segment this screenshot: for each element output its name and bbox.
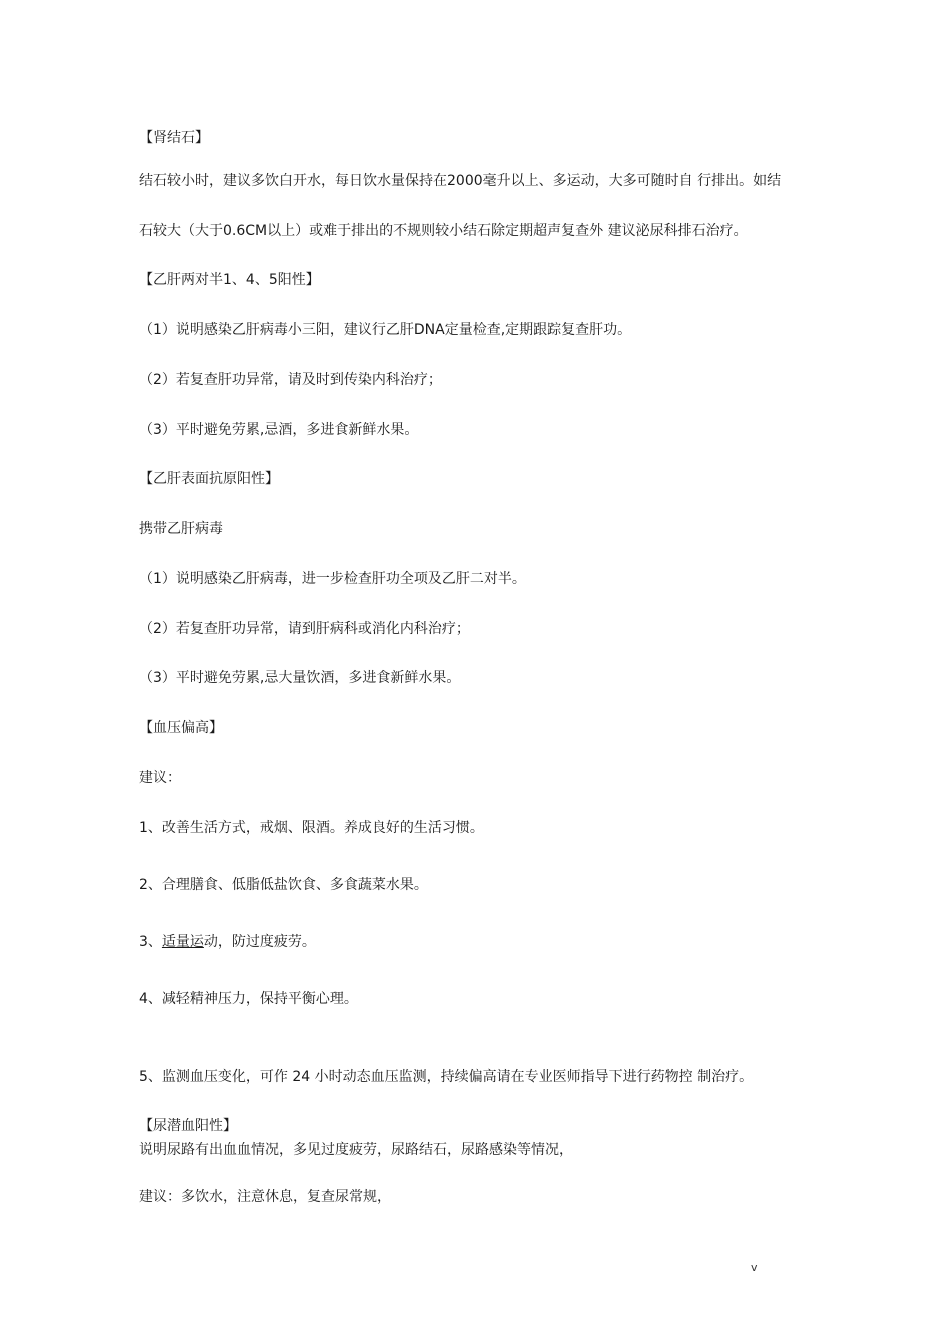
hbv-small-three-item1: （1）说明感染乙肝病毒小三阳，建议行乙肝DNA定量检查,定期跟踪复查肝功。 xyxy=(139,322,632,338)
hbsag-heading: 【乙肝表面抗原阳性】 xyxy=(139,471,279,487)
high-bp-intro: 建议： xyxy=(139,770,181,786)
high-bp-item3-underlined: 适量运 xyxy=(161,934,204,950)
hbsag-intro: 携带乙肝病毒 xyxy=(139,521,223,537)
occult-blood-heading: 【尿潜血阳性】 xyxy=(139,1118,237,1134)
high-bp-item4: 4、减轻精神压力，保持平衡心理。 xyxy=(139,991,358,1007)
page-mark: v xyxy=(751,1261,758,1274)
kidney-stone-text-line2: 石较大（大于0.6CM以上）或难于排出的不规则较小结石除定期超声复查外 建议泌尿科排石治疗。 xyxy=(139,223,748,239)
occult-blood-advice: 建议：多饮水，注意休息，复查尿常规， xyxy=(139,1189,391,1205)
hbv-small-three-item2: （2）若复查肝功异常，请及时到传染内科治疗； xyxy=(139,372,442,388)
high-bp-item2: 2、合理膳食、低脂低盐饮食、多食蔬菜水果。 xyxy=(139,877,428,893)
high-bp-item3 xyxy=(139,932,316,952)
high-bp-item3-suffix: 动，防过度疲劳。 xyxy=(203,934,316,950)
hbv-small-three-heading: 【乙肝两对半1、4、5阳性】 xyxy=(139,272,320,288)
hbv-small-three-item3: （3）平时避免劳累,忌酒，多进食新鲜水果。 xyxy=(139,422,419,438)
high-bp-heading: 【血压偏高】 xyxy=(139,720,223,736)
occult-blood-text: 说明尿路有出血血情况，多见过度疲劳，尿路结石，尿路感染等情况， xyxy=(139,1142,573,1158)
hbsag-item2: （2）若复查肝功异常，请到肝病科或消化内科治疗； xyxy=(139,621,470,637)
hbsag-item3: （3）平时避免劳累,忌大量饮酒，多进食新鲜水果。 xyxy=(139,670,461,686)
kidney-stone-text-line1: 结石较小时，建议多饮白开水，每日饮水量保持在2000毫升以上、多运动，大多可随时自 行排出。如结 xyxy=(139,173,782,189)
high-bp-item3-prefix: 3、 xyxy=(139,934,162,950)
high-bp-item5: 5、监测血压变化，可作 24 小时动态血压监测，持续偏高请在专业医师指导下进行药物控 制治疗。 xyxy=(139,1069,754,1085)
hbsag-item1: （1）说明感染乙肝病毒，进一步检查肝功全项及乙肝二对半。 xyxy=(139,571,526,587)
kidney-stone-heading: 【肾结石】 xyxy=(139,130,209,146)
high-bp-item1: 1、改善生活方式，戒烟、限酒。养成良好的生活习惯。 xyxy=(139,820,484,836)
